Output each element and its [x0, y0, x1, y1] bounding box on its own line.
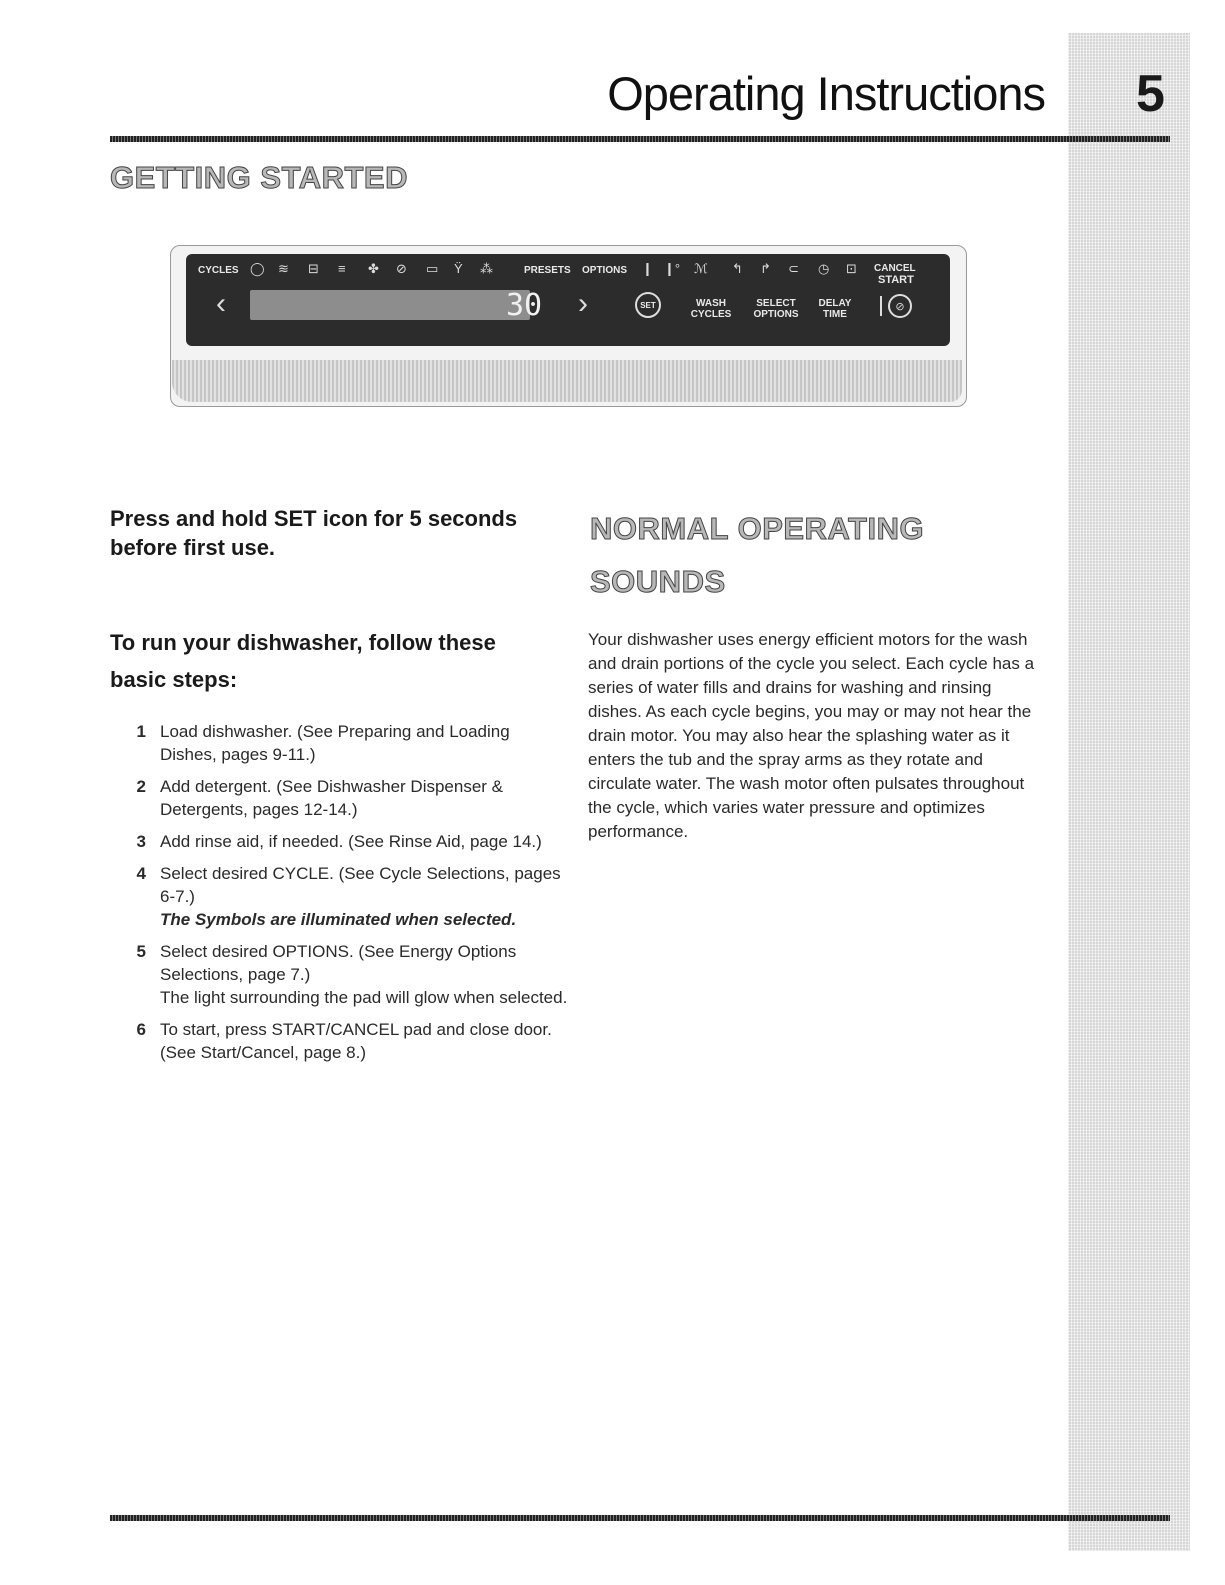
clock-icon: ◷ — [818, 261, 830, 276]
steps-list — [128, 720, 568, 1073]
control-panel — [186, 254, 950, 346]
options-label: OPTIONS — [582, 265, 628, 276]
step-number: 3 — [136, 832, 146, 851]
list-item — [128, 720, 568, 766]
page-title: Operating Instructions — [607, 67, 1045, 120]
sani-icon: ❙° — [664, 261, 681, 276]
lower-rack-icon: ↱ — [760, 261, 771, 276]
step-text: Add detergent. (See Dishwasher Dispenser & Detergents, pages 12-14.) — [160, 777, 504, 819]
display-digits: 30 — [506, 288, 543, 323]
lock-icon: ⊡ — [846, 261, 857, 276]
step-number: 5 — [136, 942, 146, 961]
step-note: The Symbols are illuminated when selected. — [160, 910, 517, 929]
normal-sounds-heading: NORMAL OPERATING SOUNDS — [590, 511, 925, 599]
eco-wash-icon: ✤ — [368, 261, 379, 276]
step-number: 2 — [136, 777, 146, 796]
page-number: 5 — [1136, 65, 1165, 123]
delay-time-button[interactable]: DELAY TIME — [818, 298, 852, 320]
step-number: 1 — [136, 722, 146, 741]
rinse-icon: ▭ — [426, 261, 439, 276]
dry-icon: ℳ — [694, 261, 708, 276]
no-entry-icon: ⊘ — [895, 300, 905, 313]
cycles-label: CYCLES — [198, 265, 239, 276]
normal-sounds-body: Your dishwasher uses energy efficient motors for the wash and drain portions of the cycle you select. Each cycle has a series of water fills and drains for washing and rinsing dishes. As each cycle begins, you may or may not hear the drain motor. You may also hear the splashing water as it enters the tub and the spray arms as they rotate and circulate water. The wash motor often pulsates throughout the cycle, which varies water pressure and optimizes performance. — [588, 630, 1035, 841]
lcd-display — [250, 290, 530, 320]
list-item — [128, 940, 568, 1009]
glass-icon: Ϋ — [454, 261, 463, 276]
getting-started-heading: GETTING STARTED — [110, 160, 408, 195]
cancel-label: CANCEL — [874, 263, 916, 274]
set-note: Press and hold SET icon for 5 seconds before first use. — [110, 506, 518, 560]
top-rule — [110, 136, 1170, 142]
start-label: START — [878, 274, 914, 286]
bottom-rule — [110, 1515, 1170, 1521]
start-cancel-button[interactable] — [888, 294, 912, 318]
list-item — [128, 1018, 568, 1064]
wash-cycles-button[interactable]: WASH CYCLES — [690, 298, 732, 320]
steps-title: To run your dishwasher, follow these basic steps: — [110, 630, 496, 692]
step-extra: The light surrounding the pad will glow when selected. — [160, 988, 568, 1007]
page-tab-strip — [1068, 33, 1190, 1551]
right-arrow-button[interactable]: › — [578, 287, 588, 320]
steam-icon: ⁂ — [480, 261, 493, 276]
select-options-button[interactable]: SELECT OPTIONS — [753, 298, 799, 320]
list-item — [128, 775, 568, 821]
step-number: 6 — [136, 1020, 146, 1039]
control-panel-base — [172, 360, 962, 402]
step-text: To start, press START/CANCEL pad and close door. (See Start/Cancel, page 8.) — [160, 1020, 552, 1062]
list-item — [128, 862, 568, 931]
list-item — [128, 830, 568, 853]
step-text: Select desired CYCLE. (See Cycle Selections, pages 6-7.) — [160, 864, 561, 906]
step-text: Select desired OPTIONS. (See Energy Options Selections, page 7.) — [160, 942, 517, 984]
step-text: Load dishwasher. (See Preparing and Loading Dishes, pages 9-11.) — [160, 722, 510, 764]
set-label: SET — [640, 300, 656, 310]
step-number: 4 — [136, 864, 146, 883]
presets-label: PRESETS — [524, 265, 571, 276]
heavy-wash-icon: ≋ — [278, 261, 289, 276]
hi-temp-icon: ❙ — [642, 261, 653, 276]
upper-rack-icon: ↰ — [732, 261, 743, 276]
spray-icon: ⊂ — [788, 261, 799, 276]
left-arrow-button[interactable]: ‹ — [216, 287, 226, 320]
quick-wash-icon: ⊘ — [396, 261, 407, 276]
light-wash-icon: ≡ — [338, 261, 346, 276]
step-text: Add rinse aid, if needed. (See Rinse Aid, page 14.) — [160, 832, 542, 851]
set-button[interactable] — [635, 292, 661, 318]
cycle-icon: ◯ — [250, 261, 265, 276]
normal-wash-icon: ⊟ — [308, 261, 319, 276]
panel-divider — [880, 296, 882, 316]
